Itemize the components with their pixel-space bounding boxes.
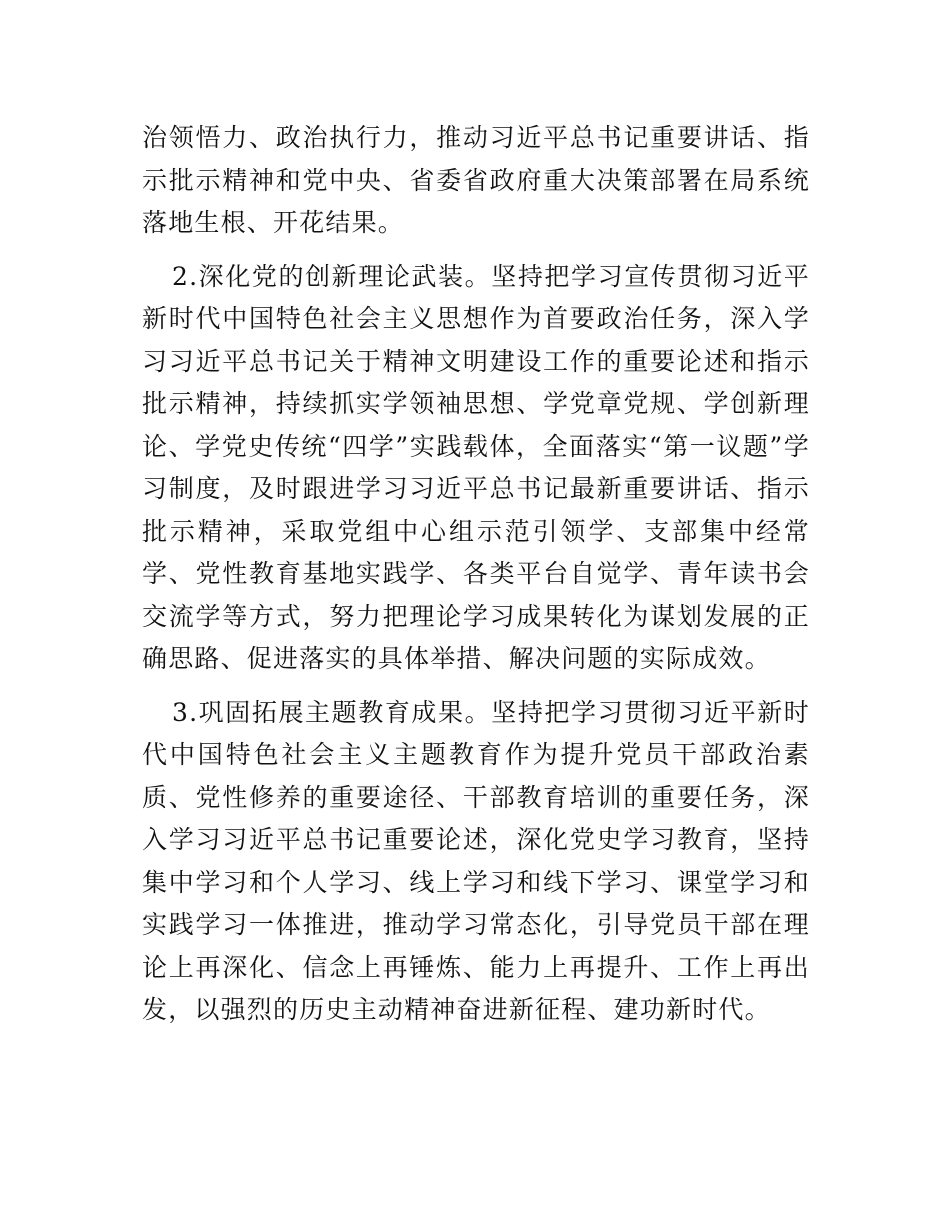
- paragraph-section-2: 2.深化党的创新理论武装。坚持把学习宣传贯彻习近平新时代中国特色社会主义思想作为首要政治任务，深入学习习近平总书记关于精神文明建设工作的重要论述和指示批示精神，持续抓实学领袖思想、学党章党规、学创新理论、学党史传统“四学”实践载体，全面落实“第一议题”学习制度，及时跟进学习习近平总书记最新重要讲话、指示批示精神，采取党组中心组示范引领学、支部集中经常学、党性教育基地实践学、各类平台自觉学、青年读书会交流学等方式，努力把理论学习成果转化为谋划发展的正确思路、促进落实的具体举措、解决问题的实际成效。: [142, 261, 810, 673]
- paragraph-section-3: 3.巩固拓展主题教育成果。坚持把学习贯彻习近平新时代中国特色社会主义主题教育作为提升党员干部政治素质、党性修养的重要途径、干部教育培训的重要任务，深入学习习近平总书记重要论述，深化党史学习教育，坚持集中学习和个人学习、线上学习和线下学习、课堂学习和实践学习一体推进，推动学习常态化，引导党员干部在理论上再深化、信念上再锤炼、能力上再提升、工作上再出发，以强烈的历史主动精神奋进新征程、建功新时代。: [142, 697, 810, 1024]
- paragraph-continuation: 治领悟力、政治执行力，推动习近平总书记重要讲话、指示批示精神和党中央、省委省政府重大决策部署在局系统落地生根、开花结果。: [142, 123, 810, 237]
- document-page: [142, 117, 810, 1032]
